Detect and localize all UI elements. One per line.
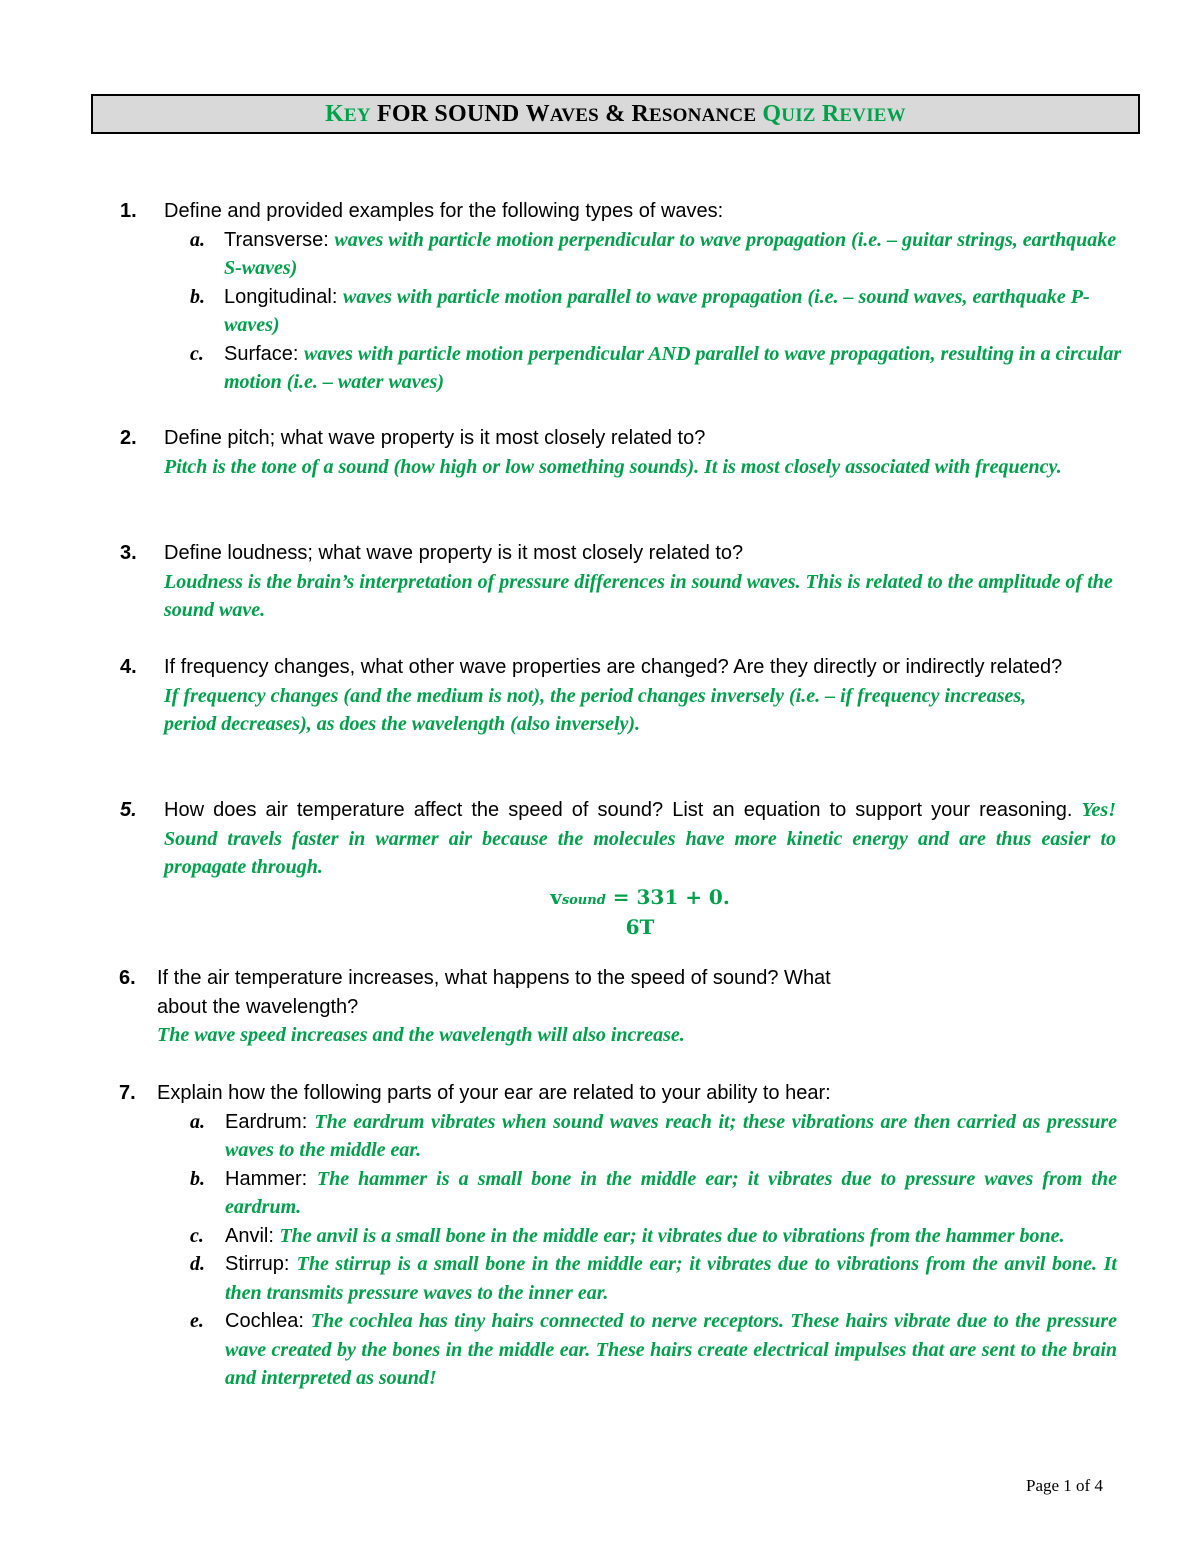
question-text: How does air temperature affect the speed of sound? List an equation to support your reasoning. xyxy=(164,799,1082,821)
question-text: Define pitch; what wave property is it most closely related to? xyxy=(164,427,706,449)
question-6 xyxy=(119,964,1117,1050)
title-quiz: QUIZ xyxy=(756,100,816,127)
page-title xyxy=(91,94,1140,134)
sub-item-surface: c. Surface: waves with particle motion perpendicular AND parallel to wave propagation, resulting in a circular motion (i.e. – water waves) xyxy=(190,342,1122,393)
answer-text: The hammer is a small bone in the middle ear; it vibrates due to pressure waves from the eardrum. xyxy=(225,1167,1117,1218)
answer-text: waves with particle motion perpendicular to wave propagation (i.e. – guitar strings, earthquake S-waves) xyxy=(224,228,1117,279)
answer-text: Pitch is the tone of a sound (how high or low something sounds). It is most closely associated with frequency. xyxy=(164,455,1062,478)
question-7 xyxy=(119,1079,1117,1393)
sub-item-cochlea: e. Cochlea: The cochlea has tiny hairs connected to nerve receptors. These hairs vibrate due to the pressure wave created by the bones in the middle ear. These hairs create electrical impulses that are sent to the brain and interpreted as sound! xyxy=(190,1310,1117,1389)
title-amp: & xyxy=(598,100,632,127)
answer-text: The wave speed increases and the wavelength will also increase. xyxy=(157,1024,685,1046)
question-number: 7. xyxy=(119,1082,136,1104)
question-number: 5. xyxy=(120,799,137,821)
page-number: Page 1 of 4 xyxy=(1026,1476,1103,1495)
question-1 xyxy=(120,197,1124,397)
question-3 xyxy=(120,539,1124,625)
answer-text: The anvil is a small bone in the middle ear; it vibrates due to vibrations from the hammer bone. xyxy=(279,1224,1065,1247)
title-resonance: RESONANCE xyxy=(631,100,757,127)
title-key: KEY xyxy=(325,100,371,127)
answer-text: Loudness is the brain’s interpretation of pressure differences in sound waves. This is related to the amplitude of the sound wave. xyxy=(164,570,1113,621)
question-4 xyxy=(120,653,1064,739)
question-2 xyxy=(120,424,1124,481)
question-text: Define and provided examples for the following types of waves: xyxy=(164,200,724,222)
question-number: 3. xyxy=(120,542,137,564)
question-text: Define loudness; what wave property is it most closely related to? xyxy=(164,542,744,564)
title-review: REVIEW xyxy=(815,100,906,127)
question-text: If frequency changes, what other wave properties are changed? Are they directly or indirectly related? xyxy=(164,656,1063,678)
answer-text: Yes! Sound travels faster in warmer air because the molecules have more kinetic energy and are thus easier to propagate through. xyxy=(164,799,1116,878)
sub-item-transverse: a. Transverse: waves with particle motion perpendicular to wave propagation (i.e. – guitar strings, earthquake S-waves) xyxy=(190,228,1117,279)
question-number: 2. xyxy=(120,427,137,449)
answer-text: The stirrup is a small bone in the middle ear; it vibrates due to vibrations from the anvil bone. It then transmits pressure waves to the inner ear. xyxy=(225,1253,1117,1304)
sub-item-anvil: c. Anvil: The anvil is a small bone in the middle ear; it vibrates due to vibrations from the hammer bone. xyxy=(190,1224,1065,1247)
answer-text: If frequency changes (and the medium is not), the period changes inversely (i.e. – if frequency increases, period decreases), as does the wavelength (also inversely). xyxy=(164,684,1027,735)
question-text: If the air temperature increases, what happens to the speed of sound? What xyxy=(157,967,831,989)
question-number: 6. xyxy=(119,967,136,989)
answer-text: The cochlea has tiny hairs connected to nerve receptors. These hairs vibrate due to the pressure wave created by the bones in the middle ear. These hairs create electrical impulses that are sent to the brain and interpreted as sound! xyxy=(225,1310,1117,1389)
sub-item-hammer: b. Hammer: The hammer is a small bone in the middle ear; it vibrates due to pressure waves from the eardrum. xyxy=(190,1167,1117,1218)
answer-text: The eardrum vibrates when sound waves reach it; these vibrations are then carried as pressure waves to the middle ear. xyxy=(225,1110,1117,1161)
sub-item-eardrum: a. Eardrum: The eardrum vibrates when sound waves reach it; these vibrations are then carried as pressure waves to the middle ear. xyxy=(190,1110,1117,1161)
question-number: 4. xyxy=(120,656,137,678)
answer-text: waves with particle motion parallel to wave propagation (i.e. – sound waves, earthquake P-waves) xyxy=(224,285,1090,336)
answer-text: waves with particle motion perpendicular AND parallel to wave propagation, resulting in a circular motion (i.e. – water waves) xyxy=(224,342,1122,393)
title-for-sound: FOR SOUND xyxy=(370,100,526,127)
sub-item-longitudinal: b. Longitudinal: waves with particle motion parallel to wave propagation (i.e. – sound waves, earthquake P-waves) xyxy=(190,285,1090,336)
question-body xyxy=(164,796,1116,882)
question-text: Explain how the following parts of your ear are related to your ability to hear: xyxy=(157,1082,831,1104)
speed-of-sound-formula: vsound = 331 + 0. 6T xyxy=(550,884,730,939)
question-5 xyxy=(120,796,1116,940)
sub-item-stirrup: d. Stirrup: The stirrup is a small bone in the middle ear; it vibrates due to vibrations from the anvil bone. It then transmits pressure waves to the inner ear. xyxy=(190,1253,1117,1304)
question-number: 1. xyxy=(120,200,137,222)
question-text-cont: about the wavelength? xyxy=(157,995,359,1018)
title-waves: WAVES xyxy=(525,100,599,127)
